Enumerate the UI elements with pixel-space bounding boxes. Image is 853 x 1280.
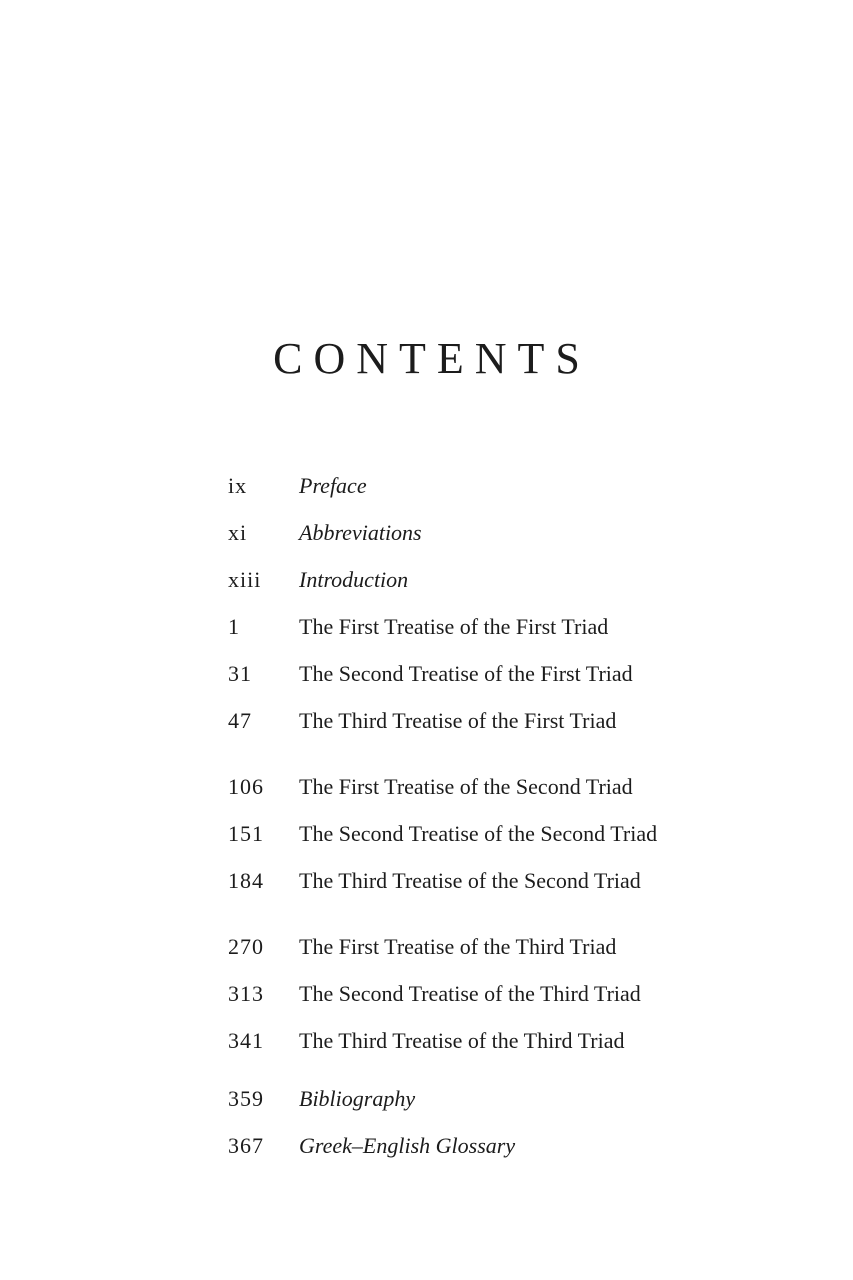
toc-page-number: 367: [228, 1133, 264, 1158]
toc-entry-second-triad-2: [228, 818, 748, 850]
toc-entry-second-triad-1: [228, 771, 748, 803]
toc-entry-glossary: [228, 1130, 748, 1162]
toc-entry-title: Abbreviations: [299, 520, 422, 545]
toc-page-number: 47: [228, 708, 252, 733]
toc-page-number: xi: [228, 520, 248, 545]
toc-page-number: 151: [228, 821, 264, 846]
toc-entry-title: Bibliography: [299, 1086, 416, 1111]
toc-entry-title: The First Treatise of the First Triad: [299, 614, 609, 639]
toc-entry-title: Preface: [299, 473, 367, 498]
toc-page-number: 341: [228, 1028, 264, 1053]
toc-page-number: ix: [228, 473, 248, 498]
toc-entry-bibliography: [228, 1083, 748, 1115]
toc-entry-third-triad-3: [228, 1025, 748, 1057]
toc-entry-title: Greek–English Glossary: [299, 1133, 516, 1158]
toc-entry-third-triad-1: [228, 931, 748, 963]
toc-page-number: 270: [228, 934, 264, 959]
toc-entry-title: The Second Treatise of the First Triad: [299, 661, 633, 686]
toc-page-number: 359: [228, 1086, 264, 1111]
toc-entry-first-triad-1: [228, 611, 748, 643]
toc-entry-first-triad-3: [228, 705, 748, 737]
toc-entry-first-triad-2: [228, 658, 748, 690]
toc-entry-title: The Second Treatise of the Second Triad: [299, 821, 658, 846]
toc-entry-abbreviations: [228, 517, 748, 549]
toc-entry-title: The First Treatise of the Third Triad: [299, 934, 617, 959]
toc-entry-title: The First Treatise of the Second Triad: [299, 774, 633, 799]
toc-entry-second-triad-3: [228, 865, 748, 897]
toc-entry-title: The Second Treatise of the Third Triad: [299, 981, 641, 1006]
toc-entry-title: Introduction: [299, 567, 409, 592]
toc-entry-preface: [228, 470, 748, 502]
toc-page-number: 31: [228, 661, 252, 686]
toc-page-number: 1: [228, 614, 240, 639]
toc-entry-title: The Third Treatise of the First Triad: [299, 708, 617, 733]
toc-entry-title: The Third Treatise of the Third Triad: [299, 1028, 625, 1053]
toc-page-number: xiii: [228, 567, 262, 592]
toc-entry-title: The Third Treatise of the Second Triad: [299, 868, 641, 893]
toc-entry-introduction: [228, 564, 748, 596]
toc-entry-third-triad-2: [228, 978, 748, 1010]
toc-page-number: 313: [228, 981, 264, 1006]
toc-page-number: 184: [228, 868, 264, 893]
toc-page-number: 106: [228, 774, 264, 799]
page-title: CONTENTS: [273, 334, 591, 383]
